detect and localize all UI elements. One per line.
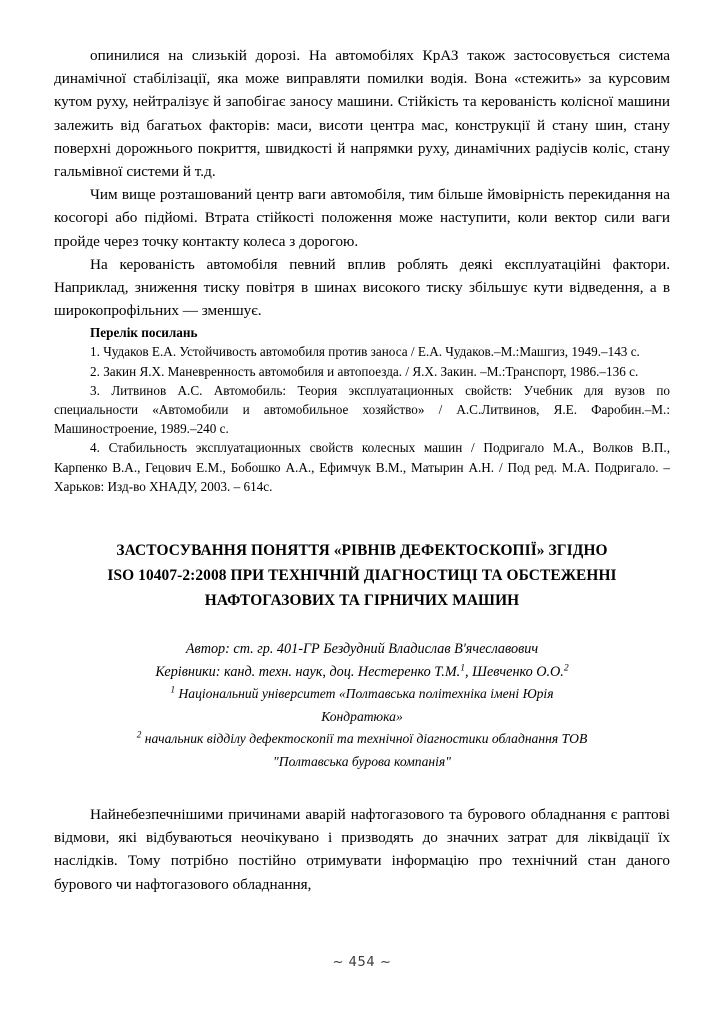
paragraph-opening-new-article: Найнебезпечнішими причинами аварій нафтогазового та бурового обладнання є раптові відмови, які відбуваються неочікувано і призводять до значних затрат для ліквідації їх наслідків. Тому потрібно постійно отримувати інформацію про технічний стан даного бурового чи нафтогазового обладнання, xyxy=(54,806,670,893)
supervisors-prefix: Керівники: канд. техн. наук, доц. Нестеренко Т.М. xyxy=(155,663,461,680)
affiliation-2-text: начальник відділу дефектоскопії та технічної діагностики обладнання ТОВ xyxy=(141,731,588,747)
supervisor-2-marker: 2 xyxy=(563,661,569,673)
paragraph-center-of-gravity: Чим вище розташований центр ваги автомобіля, тим більше ймовірність перекидання на косогорі або підйомі. Втрата стійкості положення може наступити, коли вектор сили ваги пройде через точку контакту колеса з дорогою. xyxy=(54,186,670,250)
reference-item-2: 2. Закин Я.Х. Маневренность автомобиля и автопоезда. / Я.Х. Закин. –М.:Транспорт, 1986.–136 с. xyxy=(90,363,639,379)
article-title xyxy=(54,538,670,613)
article-title-line-2: ISO 10407-2:2008 ПРИ ТЕХНІЧНІЙ ДІАГНОСТИЦІ ТА ОБСТЕЖЕННІ xyxy=(107,567,617,585)
article-title-line-3: НАФТОГАЗОВИХ ТА ГІРНИЧИХ МАШИН xyxy=(204,592,520,610)
supervisor-1-marker: 1 xyxy=(460,661,466,673)
supervisors-middle: , Шевченко О.О. xyxy=(465,663,564,680)
affiliation-1-line-2: Кондратюка» xyxy=(321,708,403,724)
affiliation-1-text: Національний університет «Полтавська політехніка імені Юрія xyxy=(175,686,554,702)
page-number: ~ 454 ~ xyxy=(332,955,392,970)
references-heading: Перелік посилань xyxy=(90,325,198,341)
affiliation-1-marker: 1 xyxy=(170,684,176,695)
affiliation-2-line-2: "Полтавська бурова компанія" xyxy=(273,753,451,769)
affiliation-1-line-1 xyxy=(54,683,670,706)
page-content xyxy=(54,44,670,896)
paragraph-continuation: опинилися на слизькій дорозі. На автомобілях КрАЗ також застосовується система динамічної стабілізації, яка може виправляти помилки водія. Вона «стежить» за курсовим кутом руху, нейтралізує й запобігає заносу машини. Стійкість та керованість колісної машини залежить від багатьох факторів: маси, висоти центра мас, конструкції й стану шин, стану поверхні дорожнього покриття, швидкості й напрямки руху, динамічних радіусів коліс, стану гальмівної системи й т.д. xyxy=(54,47,670,181)
reference-item-4: 4. Стабильность эксплуатационных свойств колесных машин / Подригало М.А., Волков В.П., Карпенко В.А., Гецович Е.М., Бобошко А.А., Ефимчук В.М., Матырин А.Н. / Под ред. М.А. Подригало. – Харьков: Изд-во ХНАДУ, 2003. – 614с. xyxy=(54,440,670,494)
reference-item-1: 1. Чудаков Е.А. Устойчивость автомобиля против заноса / Е.А. Чудаков.–М.:Машгиз, 1949.–143 с. xyxy=(90,344,640,360)
reference-item-3: 3. Литвинов А.С. Автомобиль: Теория эксплуатационных свойств: Учебник для вузов по специальности «Автомобили и автомобильное хозяйство» / А.С.Литвинов, Я.Е. Фаробин.–М.: Машиностроение, 1989.–240 с. xyxy=(54,382,670,437)
paragraph-handling-factors: На керованість автомобіля певний вплив роблять деякі експлуатаційні фактори. Наприклад, зниження тиску повітря в шинах високого тиску збільшує кути відведення, а в широкопрофільних — зменшує. xyxy=(54,255,670,320)
affiliation-2-line-1 xyxy=(54,728,670,751)
author-line: Автор: ст. гр. 401-ГР Бездудний Владислав В'ячеславович xyxy=(185,641,539,658)
affiliation-2-marker: 2 xyxy=(136,729,142,740)
authors-and-affiliations xyxy=(54,638,670,773)
supervisors-line xyxy=(54,661,670,684)
article-title-line-1: ЗАСТОСУВАННЯ ПОНЯТТЯ «РІВНІВ ДЕФЕКТОСКОПІЇ» ЗГІДНО xyxy=(116,542,608,560)
